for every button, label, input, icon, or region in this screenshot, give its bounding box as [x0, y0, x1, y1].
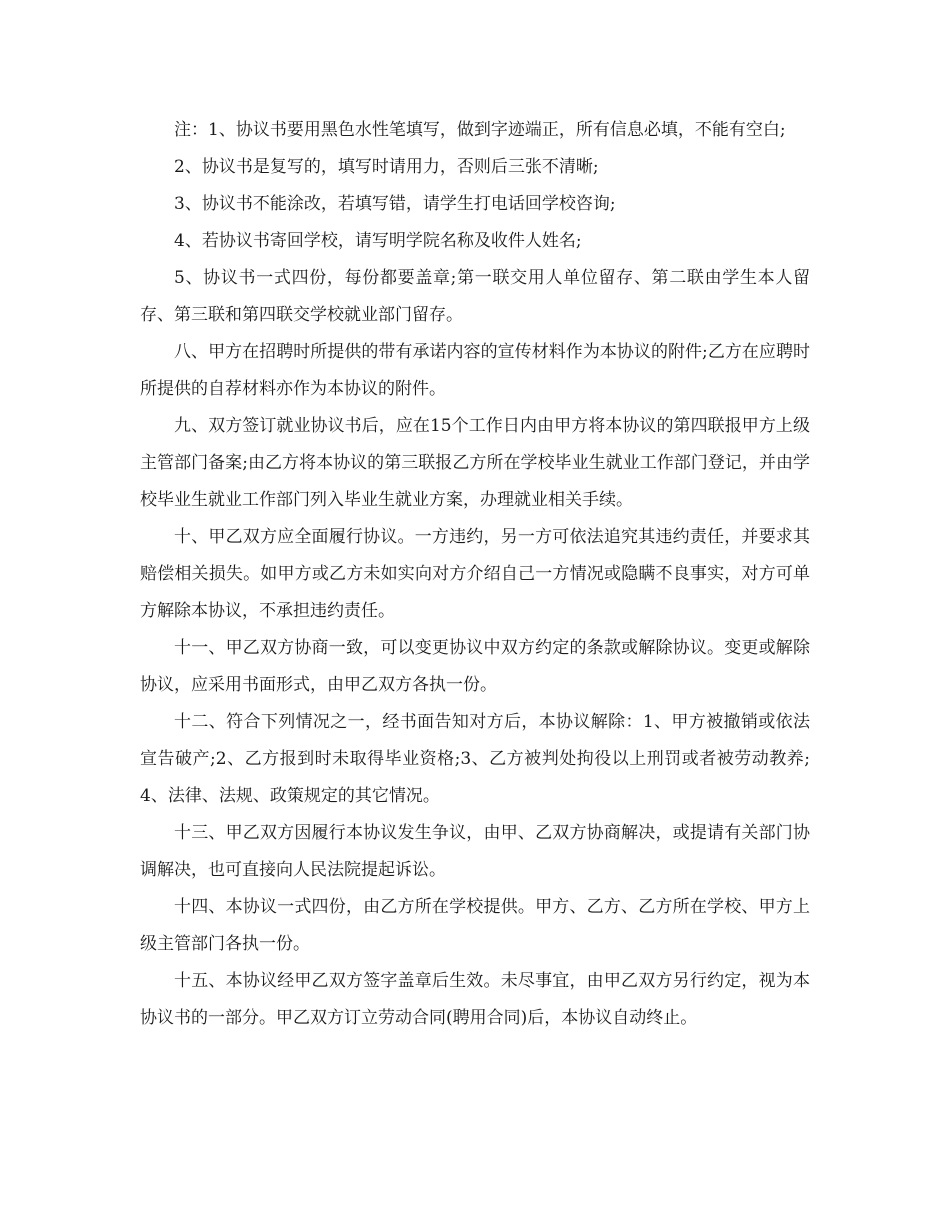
note-paragraph-2: 2、协议书是复写的，填写时请用力，否则后三张不清晰;	[174, 157, 599, 177]
note-paragraph-3: 3、协议书不能涂改，若填写错，请学生打电话回学校咨询;	[174, 194, 616, 214]
clause-8-paragraph: 八、甲方在招聘时所提供的带有承诺内容的宣传材料作为本协议的附件;乙方在应聘时所提供的自荐材料亦作为本协议的附件。	[140, 342, 810, 399]
note-paragraph-5: 5、协议书一式四份，每份都要盖章;第一联交用人单位留存、第二联由学生本人留存、第三联和第四联交学校就业部门留存。	[140, 268, 810, 325]
clause-15-paragraph: 十五、本协议经甲乙双方签字盖章后生效。未尽事宜，由甲乙双方另行约定，视为本协议书的一部分。甲乙双方订立劳动合同(聘用合同)后，本协议自动终止。	[140, 971, 810, 1028]
clause-14-paragraph: 十四、本协议一式四份，由乙方所在学校提供。甲方、乙方、乙方所在学校、甲方上级主管部门各执一份。	[140, 897, 810, 954]
clause-11-paragraph: 十一、甲乙双方协商一致，可以变更协议中双方约定的条款或解除协议。变更或解除协议，应采用书面形式，由甲乙双方各执一份。	[140, 638, 810, 695]
document-body	[140, 112, 810, 1037]
clause-13-paragraph: 十三、甲乙双方因履行本协议发生争议，由甲、乙双方协商解决，或提请有关部门协调解决，也可直接向人民法院提起诉讼。	[140, 823, 810, 880]
note-paragraph-1: 注：1、协议书要用黑色水性笔填写，做到字迹端正，所有信息必填，不能有空白;	[174, 120, 786, 140]
clause-9-paragraph: 九、双方签订就业协议书后，应在15个工作日内由甲方将本协议的第四联报甲方上级主管部门备案;由乙方将本协议的第三联报乙方所在学校毕业生就业工作部门登记，并由学校毕业生就业工作部门列入毕业生就业方案，办理就业相关手续。	[140, 416, 810, 510]
clause-10-paragraph: 十、甲乙双方应全面履行协议。一方违约，另一方可依法追究其违约责任，并要求其赔偿相关损失。如甲方或乙方未如实向对方介绍自己一方情况或隐瞒不良事实，对方可单方解除本协议，不承担违约责任。	[140, 527, 810, 621]
clause-12-paragraph: 十二、符合下列情况之一，经书面告知对方后，本协议解除：1、甲方被撤销或依法宣告破产;2、乙方报到时未取得毕业资格;3、乙方被判处拘役以上刑罚或者被劳动教养;4、法律、法规、政策规定的其它情况。	[140, 712, 810, 806]
note-paragraph-4: 4、若协议书寄回学校，请写明学院名称及收件人姓名;	[174, 231, 582, 251]
